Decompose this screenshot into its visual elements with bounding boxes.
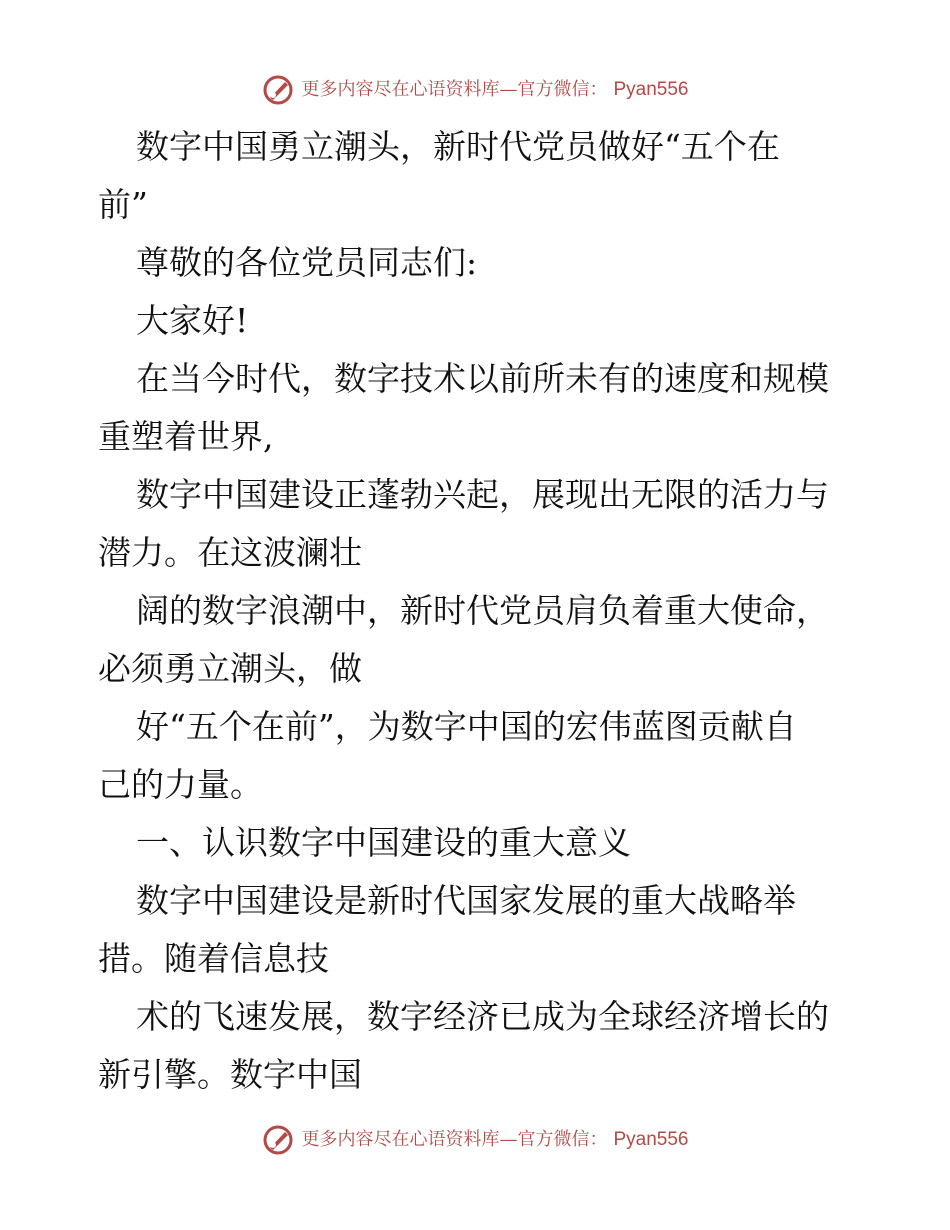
watermark-wechat-id: Pyan556 [613, 79, 689, 100]
paragraph-line: 新引擎。数字中国 [98, 1055, 362, 1094]
watermark-text: 更多内容尽在心语资料库—官方微信： [301, 79, 608, 100]
feather-pen-circle-icon [261, 1123, 295, 1157]
paragraph-line: 阔的数字浪潮中，新时代党员肩负着重大使命， [136, 591, 829, 630]
paragraph-line: 己的力量。 [98, 765, 263, 804]
title-line-1: 数字中国勇立潮头，新时代党员做好“五个在 [136, 127, 780, 166]
section-heading-1: 一、认识数字中国建设的重大意义 [136, 823, 631, 862]
paragraph-line: 重塑着世界, [98, 417, 274, 456]
paragraph-line: 潜力。在这波澜壮 [98, 533, 362, 572]
paragraph-line: 必须勇立潮头，做 [98, 649, 362, 688]
watermark-text: 更多内容尽在心语资料库—官方微信： [301, 1129, 608, 1150]
footer-watermark [0, 1120, 950, 1160]
feather-pen-circle-icon [261, 73, 295, 107]
paragraph-line: 术的飞速发展，数字经济已成为全球经济增长的 [136, 997, 829, 1036]
document-body [98, 118, 858, 1104]
greeting: 大家好! [136, 301, 249, 340]
paragraph-line: 在当今时代，数字技术以前所未有的速度和规模 [136, 359, 829, 398]
paragraph-line: 好“五个在前”，为数字中国的宏伟蓝图贡献自 [136, 707, 797, 746]
title-line-2: 前” [98, 185, 148, 224]
paragraph-line: 数字中国建设是新时代国家发展的重大战略举 [136, 881, 796, 920]
paragraph-line: 数字中国建设正蓬勃兴起，展现出无限的活力与 [136, 475, 829, 514]
paragraph-line: 措。随着信息技 [98, 939, 329, 978]
header-watermark [0, 70, 950, 110]
watermark-wechat-id: Pyan556 [613, 1129, 689, 1150]
salutation: 尊敬的各位党员同志们: [136, 243, 478, 282]
